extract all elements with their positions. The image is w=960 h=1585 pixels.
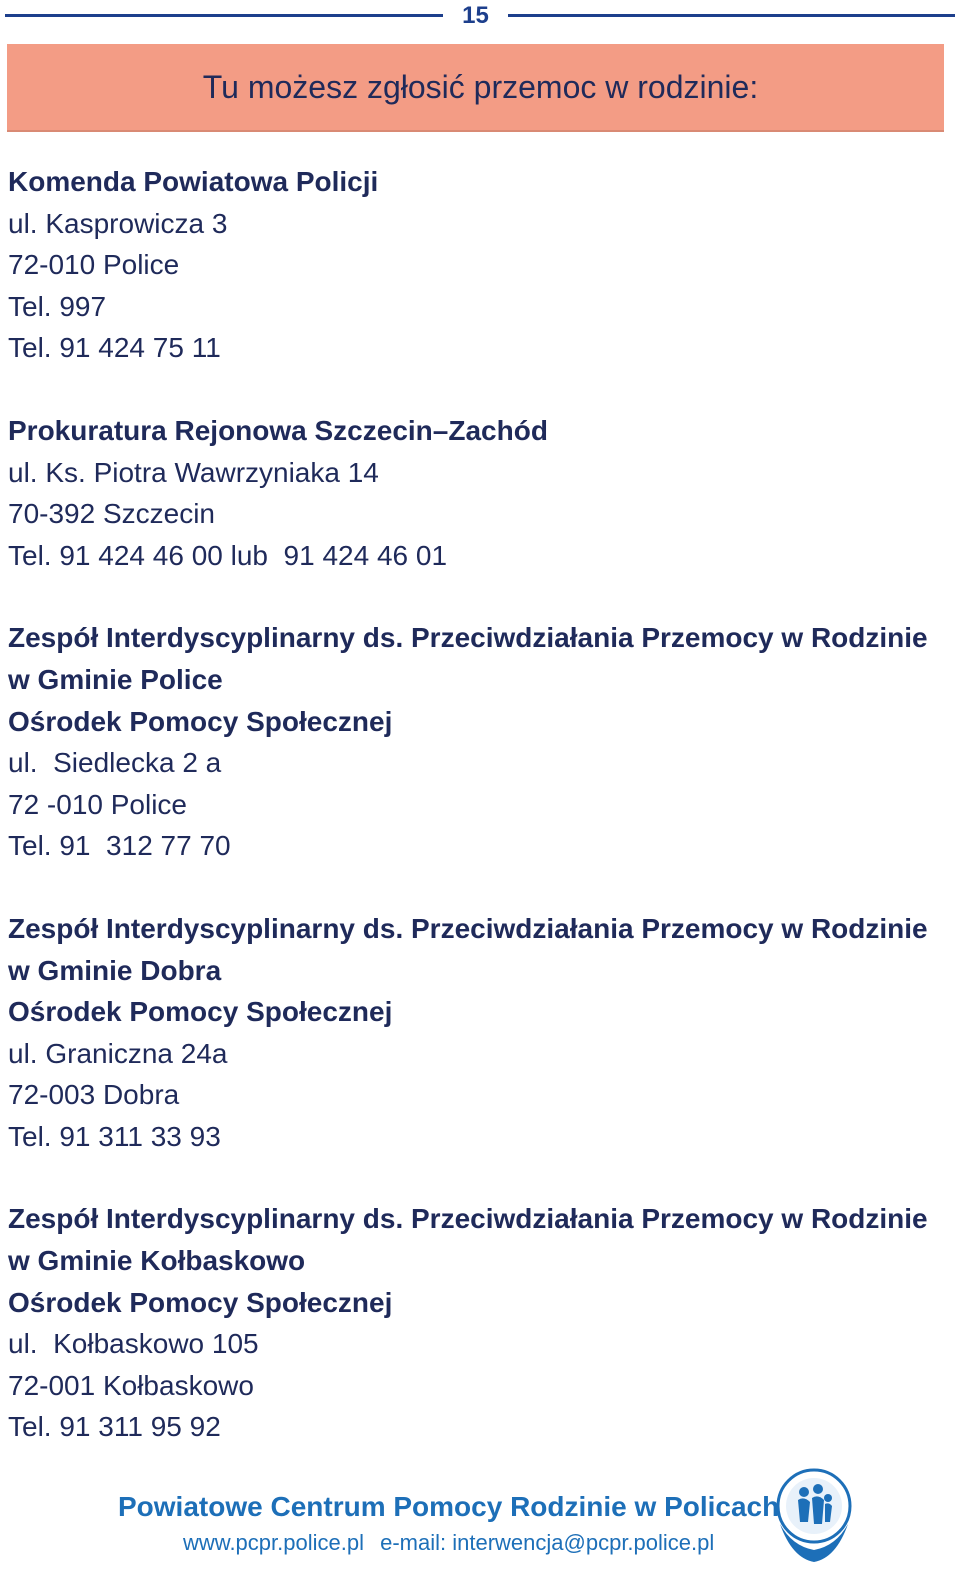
footer-contact [183,1530,763,1556]
entry-heading-line: Ośrodek Pomocy Społecznej [8,996,393,1028]
entry-heading-line: Zespół Interdyscyplinarny ds. Przeciwdziałania Przemocy w Rodzinie [8,622,928,654]
entry-detail-line: ul. Ks. Piotra Wawrzyniaka 14 [8,456,379,488]
entry-heading-line: Prokuratura Rejonowa Szczecin–Zachód [8,414,548,446]
footer-title: Powiatowe Centrum Pomocy Rodzinie w Policach [118,1491,780,1522]
entry-heading-line: Zespół Interdyscyplinarny ds. Przeciwdziałania Przemocy w Rodzinie [8,1203,928,1235]
entry-detail-line: 72-010 Police [8,249,180,281]
contact-entry [8,161,953,369]
header-rule-left [5,14,443,17]
entry-heading-line: Ośrodek Pomocy Społecznej [8,1286,393,1318]
entry-detail-line: Tel. 91 311 33 93 [8,1120,221,1152]
website-link[interactable]: www.pcpr.police.pl [183,1530,364,1555]
entry-detail-line: ul. Kołbaskowo 105 [8,1328,259,1360]
contact-entry [8,410,953,576]
entry-detail-line: 72-001 Kołbaskowo [8,1369,254,1401]
banner-title: Tu możesz zgłosić przemoc w rodzinie: [202,69,759,105]
email-link[interactable]: e-mail: interwencja@pcpr.police.pl [380,1530,715,1555]
entry-detail-line: 72 -010 Police [8,788,188,820]
entry-detail-line: Tel. 91 424 46 00 lub 91 424 46 01 [8,539,448,571]
entry-detail-line: Tel. 91 311 95 92 [8,1411,221,1443]
entry-detail-line: Tel. 997 [8,290,107,322]
contact-list [8,161,953,1489]
title-banner [7,44,944,132]
pcpr-logo [770,1466,858,1566]
entry-detail-line: ul. Graniczna 24a [8,1037,228,1069]
entry-detail-line: ul. Siedlecka 2 a [8,747,222,779]
entry-heading-line: w Gminie Dobra [8,954,222,986]
entry-heading-line: w Gminie Police [8,663,223,695]
entry-heading-line: w Gminie Kołbaskowo [8,1245,306,1277]
contact-entry [8,1198,953,1448]
entry-heading-line: Zespół Interdyscyplinarny ds. Przeciwdziałania Przemocy w Rodzinie [8,912,928,944]
entry-detail-line: Tel. 91 312 77 70 [8,830,231,862]
entry-detail-line: Tel. 91 424 75 11 [8,332,221,364]
entry-detail-line: 72-003 Dobra [8,1079,180,1111]
contact-entry [8,908,953,1158]
header-rule-right [508,14,955,17]
entry-detail-line: 70-392 Szczecin [8,498,216,530]
page-number: 15 [462,2,489,29]
entry-heading-line: Komenda Powiatowa Policji [8,166,379,197]
contact-entry [8,617,953,867]
entry-detail-line: ul. Kasprowicza 3 [8,207,228,239]
entry-heading-line: Ośrodek Pomocy Społecznej [8,705,393,737]
